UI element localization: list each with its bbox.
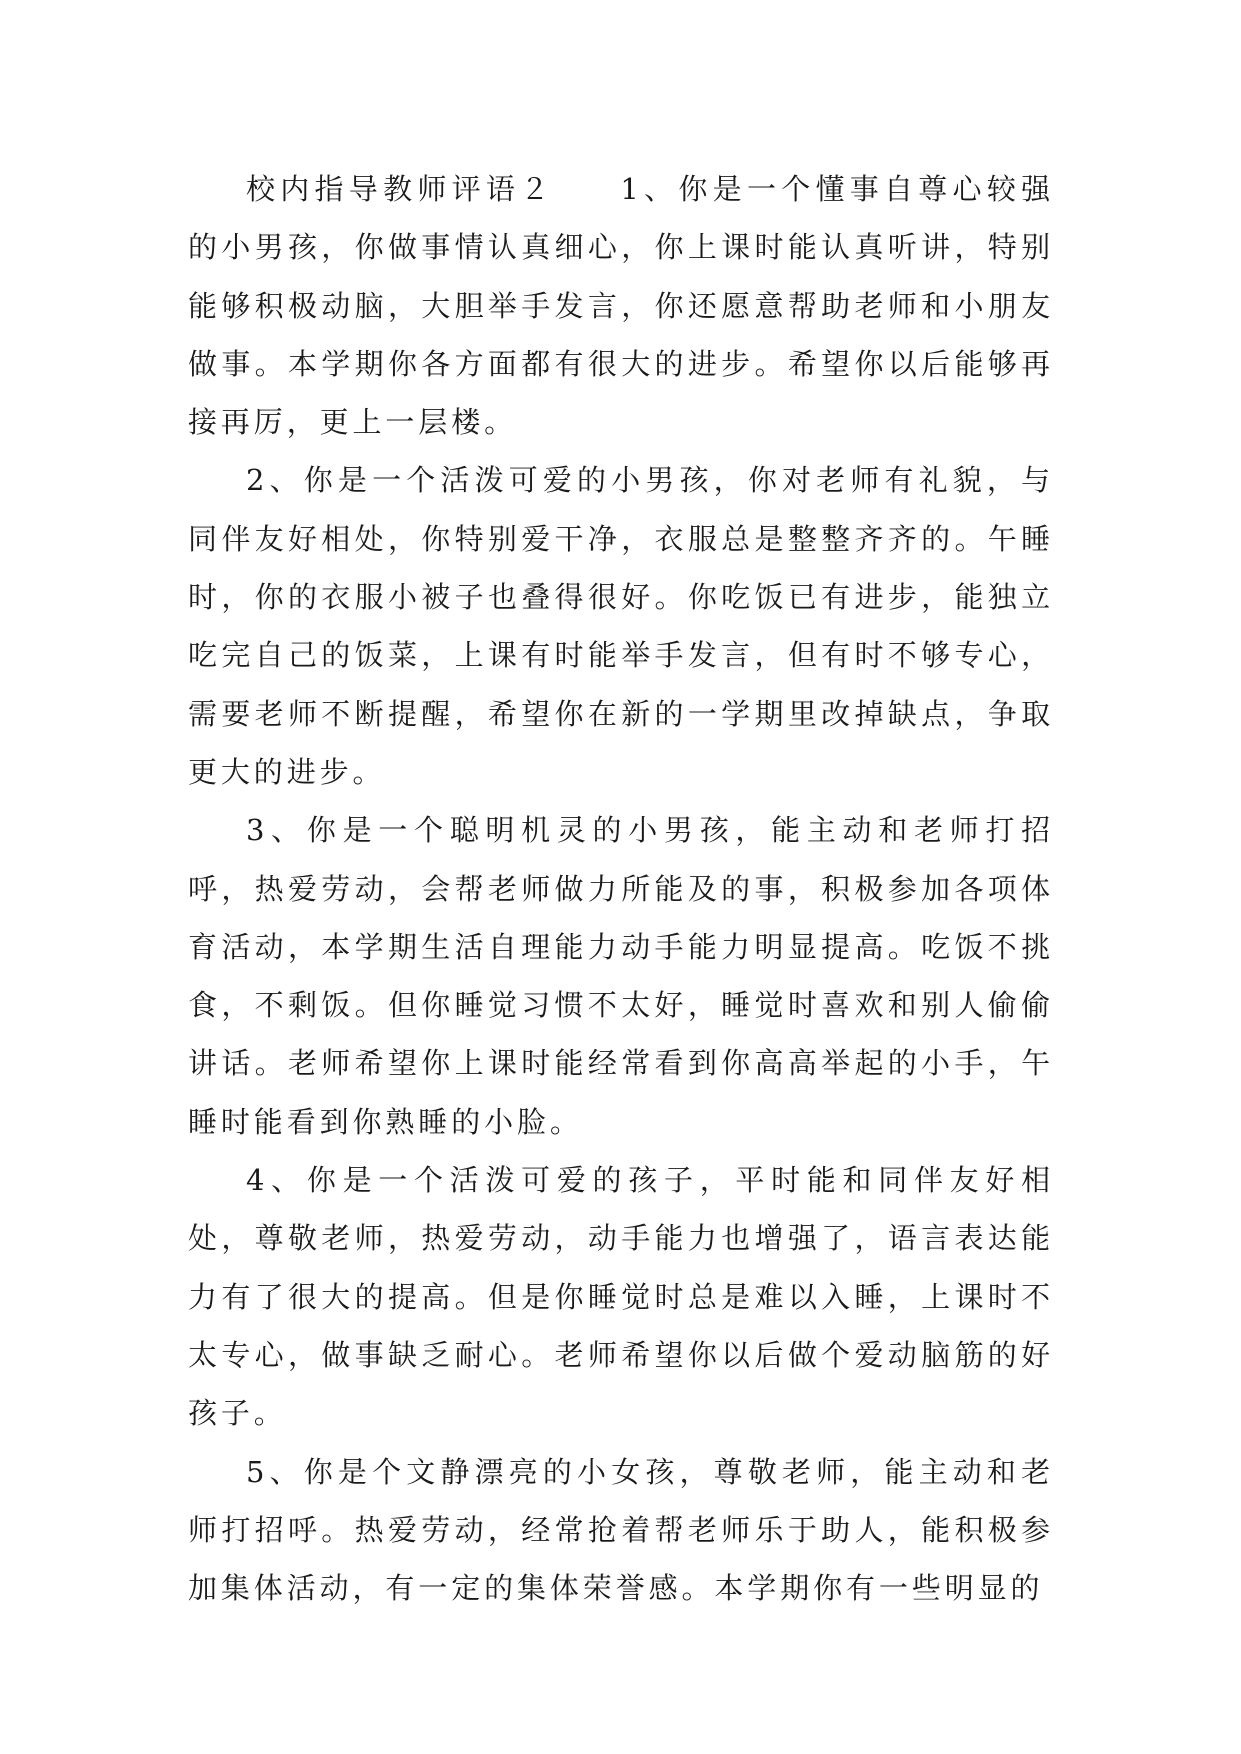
paragraph-5: 5、你是个文静漂亮的小女孩，尊敬老师，能主动和老师打招呼。热爱劳动，经常抢着帮老师乐于助人，能积极参加集体活动，有一定的集体荣誉感。本学期你有一些明显的	[188, 1454, 1054, 1606]
paragraph-1-text: 1、你是一个懂事自尊心较强的小男孩，你做事情认真细心，你上课时能认真听讲，特别能够积极动脑，大胆举手发言，你还愿意帮助老师和小朋友做事。本学期你各方面都有很大的进步。希望你以后能够再接再厉，更上一层楼。	[188, 172, 1054, 440]
paragraph-1	[188, 160, 1054, 451]
paragraph-2: 2、你是一个活泼可爱的小男孩，你对老师有礼貌，与同伴友好相处，你特别爱干净，衣服总是整整齐齐的。午睡时，你的衣服小被子也叠得很好。你吃饭已有进步，能独立吃完自己的饭菜，上课有时能举手发言，但有时不够专心，需要老师不断提醒，希望你在新的一学期里改掉缺点，争取更大的进步。	[188, 463, 1054, 789]
paragraph-3: 3、你是一个聪明机灵的小男孩，能主动和老师打招呼，热爱劳动，会帮老师做力所能及的事，积极参加各项体育活动，本学期生活自理能力动手能力明显提高。吃饭不挑食，不剩饭。但你睡觉习惯不太好，睡觉时喜欢和别人偷偷讲话。老师希望你上课时能经常看到你高高举起的小手，午睡时能看到你熟睡的小脸。	[188, 813, 1054, 1139]
document-heading: 校内指导教师评语２	[246, 172, 555, 206]
document-body	[188, 160, 1054, 1617]
paragraph-4: 4、你是一个活泼可爱的孩子，平时能和同伴友好相处，尊敬老师，热爱劳动，动手能力也增强了，语言表达能力有了很大的提高。但是你睡觉时总是难以入睡，上课时不太专心，做事缺乏耐心。老师希望你以后做个爱动脑筋的好孩子。	[188, 1163, 1054, 1431]
